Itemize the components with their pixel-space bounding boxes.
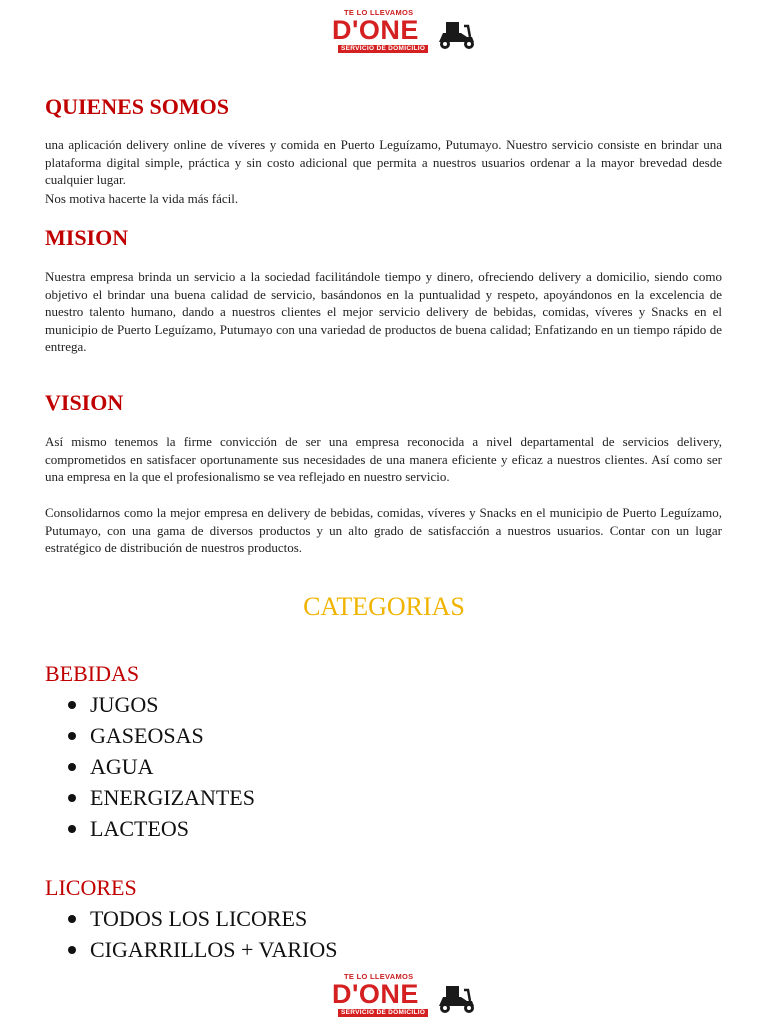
- list-item: TODOS LOS LICORES: [45, 903, 338, 934]
- quienes-somos-tagline: Nos motiva hacerte la vida más fácil.: [45, 191, 239, 206]
- list-item: LACTEOS: [45, 813, 255, 844]
- list-item: AGUA: [45, 751, 255, 782]
- quienes-somos-paragraph: una aplicación delivery online de víveres y comida en Puerto Leguízamo, Putumayo. Nuestro servicio consiste en brindar una plataforma digital simple, práctica y sin costo adicional que permita a nuestros usuarios ordenar a la mayor brevedad desde cualquier lugar.: [45, 137, 722, 187]
- list-item: CIGARRILLOS + VARIOS: [45, 934, 338, 965]
- scooter-icon: [434, 984, 478, 1016]
- logo-brand: D'ONE: [332, 15, 419, 45]
- logo-brand: D'ONE: [332, 979, 419, 1009]
- bullet-icon: [68, 794, 76, 802]
- list-item: ENERGIZANTES: [45, 782, 255, 813]
- category-bebidas-list: [45, 689, 255, 844]
- bullet-icon: [68, 825, 76, 833]
- category-licores-heading: LICORES: [45, 875, 137, 900]
- mision-heading: MISION: [45, 225, 129, 250]
- list-item: JUGOS: [45, 689, 255, 720]
- vision-heading: VISION: [45, 390, 124, 415]
- vision-paragraph-1: Así mismo tenemos la firme convicción de ser una empresa reconocida a nivel departamental de servicios delivery, comprometidos en satisfacer oportunamente sus necesidades de una manera eficiente y eficaz a nuestros clientes. Así como ser una empresa en la que el profesionalismo se vea reflejado en nuestro servicio.: [45, 434, 722, 484]
- logo-subtitle: SERVICIO DE DOMICILIO: [338, 45, 428, 53]
- category-bebidas-heading: BEBIDAS: [45, 661, 140, 686]
- bullet-icon: [68, 732, 76, 740]
- logo-top: [330, 8, 480, 54]
- bullet-icon: [68, 701, 76, 709]
- categorias-heading: CATEGORIAS: [303, 592, 465, 621]
- bullet-icon: [68, 915, 76, 923]
- bullet-icon: [68, 946, 76, 954]
- quienes-somos-heading: QUIENES SOMOS: [45, 94, 229, 119]
- list-item: GASEOSAS: [45, 720, 255, 751]
- bullet-icon: [68, 763, 76, 771]
- mision-paragraph: Nuestra empresa brinda un servicio a la sociedad facilitándole tiempo y dinero, ofreciendo delivery a domicilio, siendo como objetivo el brindar una buena calidad de servicio, basándonos en la puntualidad y respeto, apoyándonos en la excelencia de nuestro talento humano, dando a nuestros clientes el mejor servicio delivery de bebidas, comidas, víveres y Snacks en el municipio de Puerto Leguízamo, Putumayo con una variedad de productos de buena calidad; Enfatizando en un tiempo rápido de entrega.: [45, 269, 722, 354]
- logo-tagline: TE LO LLEVAMOS: [344, 8, 414, 17]
- logo-bottom: [330, 972, 480, 1018]
- logo-tagline: TE LO LLEVAMOS: [344, 972, 414, 981]
- category-licores-list: [45, 903, 338, 965]
- vision-paragraph-2: Consolidarnos como la mejor empresa en delivery de bebidas, comidas, víveres y Snacks en el municipio de Puerto Leguízamo, Putumayo, con una gama de diversos productos y un alto grado de satisfacción a nuestros usuarios. Contar con un lugar estratégico de distribución de nuestros productos.: [45, 505, 722, 555]
- scooter-icon: [434, 20, 478, 52]
- logo-subtitle: SERVICIO DE DOMICILIO: [338, 1009, 428, 1017]
